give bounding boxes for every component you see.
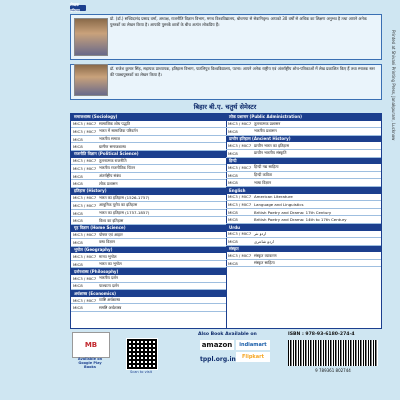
paper-row <box>71 217 226 225</box>
section-heading: राजनीति विज्ञान (Political Science) <box>71 151 226 158</box>
paper-code: MIC8 <box>228 128 238 134</box>
paper-row <box>71 304 226 312</box>
paper-row <box>71 121 226 129</box>
paper-code: MIC3 / MIC7 <box>228 121 252 127</box>
amazon-logo[interactable]: amazon <box>201 341 233 349</box>
paper-row <box>226 231 381 239</box>
paper-row <box>71 173 226 181</box>
paper-name: समष्टि अर्थशास्त्र <box>99 304 122 310</box>
paper-name: व्यष्टि अर्थशास्त्र <box>99 297 120 303</box>
paper-name: اردو شاعری <box>254 238 274 244</box>
paper-row <box>71 297 226 305</box>
paper-name: संस्कृत साहित्य <box>254 260 275 266</box>
paper-code: MIC3 / MIC7 <box>228 164 252 170</box>
section-heading: Urdu <box>226 224 381 231</box>
barcode <box>288 340 378 366</box>
paper-row <box>226 121 381 129</box>
syllabus-table <box>70 113 382 329</box>
section-heading: लोक प्रशासन (Public Administration) <box>226 114 381 121</box>
paper-row <box>71 158 226 166</box>
paper-row <box>71 261 226 269</box>
paper-row <box>226 216 381 224</box>
qr-caption: Scan to visit <box>129 370 153 374</box>
paper-code: MIC8 <box>73 305 83 311</box>
paper-code: MIC8 <box>73 283 83 289</box>
paper-name: तुलनात्मक प्रशासन <box>254 120 281 126</box>
paper-name: हिन्दी कविता <box>254 172 272 178</box>
barcode-number: 9 789361 802744 <box>315 368 351 373</box>
author-intro-label: लेखक परिचय <box>70 5 86 11</box>
paper-row <box>71 143 226 151</box>
paper-code: MIC3 / MIC7 <box>228 253 252 259</box>
paper-name: भारतीय प्रशासन <box>254 128 277 134</box>
paper-code: MIC3 / MIC7 <box>73 158 97 164</box>
paper-row <box>71 165 226 173</box>
paper-row <box>226 238 381 246</box>
paper-code: MIC8 <box>228 209 238 215</box>
paper-name: विश्व का इतिहास <box>99 217 124 223</box>
paper-row <box>226 172 381 180</box>
paper-row <box>71 180 226 188</box>
paper-code: MIC3 / MIC7 <box>73 195 97 201</box>
paper-code: MIC8 <box>73 239 83 245</box>
paper-row <box>71 253 226 261</box>
paper-name: तुलनात्मक राजनीति <box>99 157 127 163</box>
paper-row <box>226 209 381 217</box>
author2-bio: डॉ. राजेश कुमार सिंह, सहायक प्राध्यापक, इतिहास विभाग, पाटलिपुत्र विश्वविद्यालय, पटना। आपने अनेक राष्ट्रीय एवं अंतर्राष्ट्रीय शोध-पत्रिकाओं में लेख प्रकाशित किए हैं तथा स्नातक स्तर की पाठ्यपुस्तकों का लेखन किया है। <box>110 66 375 78</box>
paper-code: MIC8 <box>228 238 238 244</box>
paper-code: MIC3 / MIC7 <box>73 254 97 260</box>
paper-name: Language and Linguistics <box>254 201 304 207</box>
paper-name: ग्रामीण समाजशास्त्र <box>99 143 126 149</box>
paper-code: MIC8 <box>228 180 238 186</box>
section-heading: अर्थशास्त्र (Economics) <box>71 290 226 297</box>
paper-name: लोक प्रशासन <box>99 180 118 186</box>
publisher-logo: MB <box>72 332 110 358</box>
paper-name: वस्त्र विज्ञान <box>99 239 115 245</box>
isbn-text: ISBN : 978-93-6180-274-4 <box>288 332 355 337</box>
section-heading: English <box>226 187 381 194</box>
section-heading: इतिहास (History) <box>71 188 226 195</box>
author2-photo <box>74 64 108 96</box>
paper-code: MIC8 <box>73 210 83 216</box>
paper-name: भारतीय दर्शन <box>99 275 118 281</box>
printer-imprint: Printed at Shivani Printing Press, Janakpuram, Lucknow <box>391 30 396 141</box>
author1-photo <box>74 18 108 56</box>
paper-row <box>226 260 381 268</box>
paper-code: MIC3 / MIC7 <box>73 128 97 134</box>
section-heading: गृह विज्ञान (Home Science) <box>71 225 226 232</box>
paper-code: MIC3 / MIC7 <box>73 297 97 303</box>
paper-code: MIC8 <box>228 172 238 178</box>
paper-row <box>71 202 226 210</box>
paper-row <box>71 195 226 203</box>
available-on-label: Also Book Available on <box>198 332 257 337</box>
paper-row <box>226 252 381 260</box>
paper-code: MIC8 <box>228 150 238 156</box>
paper-name: मानव भूगोल <box>99 253 117 259</box>
paper-name: भारत का इतिहास (1526-1757) <box>99 194 150 200</box>
paper-code: MIC8 <box>73 261 83 267</box>
paper-name: भारतीय समाज <box>99 136 120 142</box>
paper-name: भारत में सामाजिक परिवर्तन <box>99 128 138 134</box>
paper-code: MIC3 / MIC7 <box>73 121 97 127</box>
paper-name: भारतीय राजनीतिक चिंतन <box>99 165 136 171</box>
paper-code: MIC3 / MIC7 <box>73 232 97 238</box>
paper-code: MIC3 / MIC7 <box>228 194 252 200</box>
flipkart-logo[interactable]: Flipkart <box>236 352 270 362</box>
section-heading: संस्कृत <box>226 246 381 253</box>
author1-bio: प्रो. (डॉ.) सच्चिदानंद प्रसाद वर्मा, अध्यक्ष, राजनीति विज्ञान विभाग, मगध विश्वविद्यालय, बोधगया से सेवानिवृत्त। आपको 30 वर्षों से अधिक का शिक्षण अनुभव है तथा आपने अनेक पुस्तकों का लेखन किया है। आपकी पुस्तकें छात्रों के बीच अत्यंत लोकप्रिय हैं। <box>110 16 367 28</box>
paper-name: पाश्चात्य दर्शन <box>99 282 119 288</box>
section-heading: दर्शनशास्त्र (Philosophy) <box>71 268 226 275</box>
paper-name: American Literature <box>254 194 293 200</box>
paper-name: भारत का इतिहास (1757-1857) <box>99 210 150 216</box>
paper-code: MIC8 <box>73 218 83 224</box>
paper-name: भारत का भूगोल <box>99 261 122 267</box>
section-heading: प्राचीन इतिहास (Ancient History) <box>226 136 381 143</box>
paper-row <box>226 194 381 202</box>
paper-code: MIC8 <box>228 260 238 266</box>
paper-row <box>226 128 381 136</box>
publisher-logo-caption: Available on Google Play Books <box>77 357 103 369</box>
paper-code: MIC8 <box>73 144 83 150</box>
paper-row <box>226 142 381 150</box>
paper-row <box>226 164 381 172</box>
paper-name: संस्कृत व्याकरण <box>254 252 277 258</box>
syllabus-left-column <box>71 114 227 328</box>
paper-row <box>71 210 226 218</box>
paper-row <box>71 239 226 247</box>
paper-code: MIC3 / MIC7 <box>228 231 252 237</box>
paper-code: MIC3 / MIC7 <box>73 275 97 281</box>
section-heading: भूगोल (Geography) <box>71 247 226 254</box>
paper-name: प्राचीन भारत का इतिहास <box>254 142 289 148</box>
qr-code[interactable] <box>126 338 158 370</box>
paper-name: British Poetry and Drama: 14th to 17th Century <box>254 217 347 223</box>
paper-row <box>226 179 381 187</box>
section-heading: हिन्दी <box>226 158 381 165</box>
paper-code: MIC3 / MIC7 <box>228 201 252 207</box>
paper-name: प्राचीन भारतीय संस्कृति <box>254 150 287 156</box>
paper-row <box>226 201 381 209</box>
paper-code: MIC3 / MIC7 <box>73 202 97 208</box>
paper-code: MIC3 / MIC7 <box>73 165 97 171</box>
paper-code: MIC8 <box>228 217 238 223</box>
paper-row <box>71 283 226 291</box>
paper-name: आधुनिक यूरोप का इतिहास <box>99 202 138 208</box>
paper-name: पोषण एवं आहार <box>99 231 123 237</box>
paper-row <box>71 232 226 240</box>
section-heading: समाजशास्त्र (Sociology) <box>71 114 226 121</box>
paper-code: MIC8 <box>73 181 83 187</box>
syllabus-title: बिहार बी.ए. चतुर्थ सेमेस्टर <box>193 103 257 111</box>
paper-code: MIC8 <box>73 173 83 179</box>
paper-row <box>71 128 226 136</box>
paper-name: अंतर्राष्ट्रीय संबंध <box>99 173 121 179</box>
paper-name: اردو نثر <box>254 231 267 237</box>
paper-code: MIC3 / MIC7 <box>228 143 252 149</box>
paper-row <box>71 136 226 144</box>
paper-name: भाषा विज्ञान <box>254 179 272 185</box>
paper-row <box>226 150 381 158</box>
paper-name: हिन्दी गद्य साहित्य <box>254 164 279 170</box>
paper-code: MIC8 <box>73 136 83 142</box>
paper-row <box>71 275 226 283</box>
indiamart-logo[interactable]: indiamart <box>236 340 270 350</box>
publisher-website[interactable]: tppl.org.in <box>200 356 236 363</box>
paper-name: सामाजिक शोध पद्धति <box>99 120 130 126</box>
syllabus-right-column <box>226 114 381 328</box>
paper-name: British Poetry and Drama: 17th Century <box>254 209 332 215</box>
